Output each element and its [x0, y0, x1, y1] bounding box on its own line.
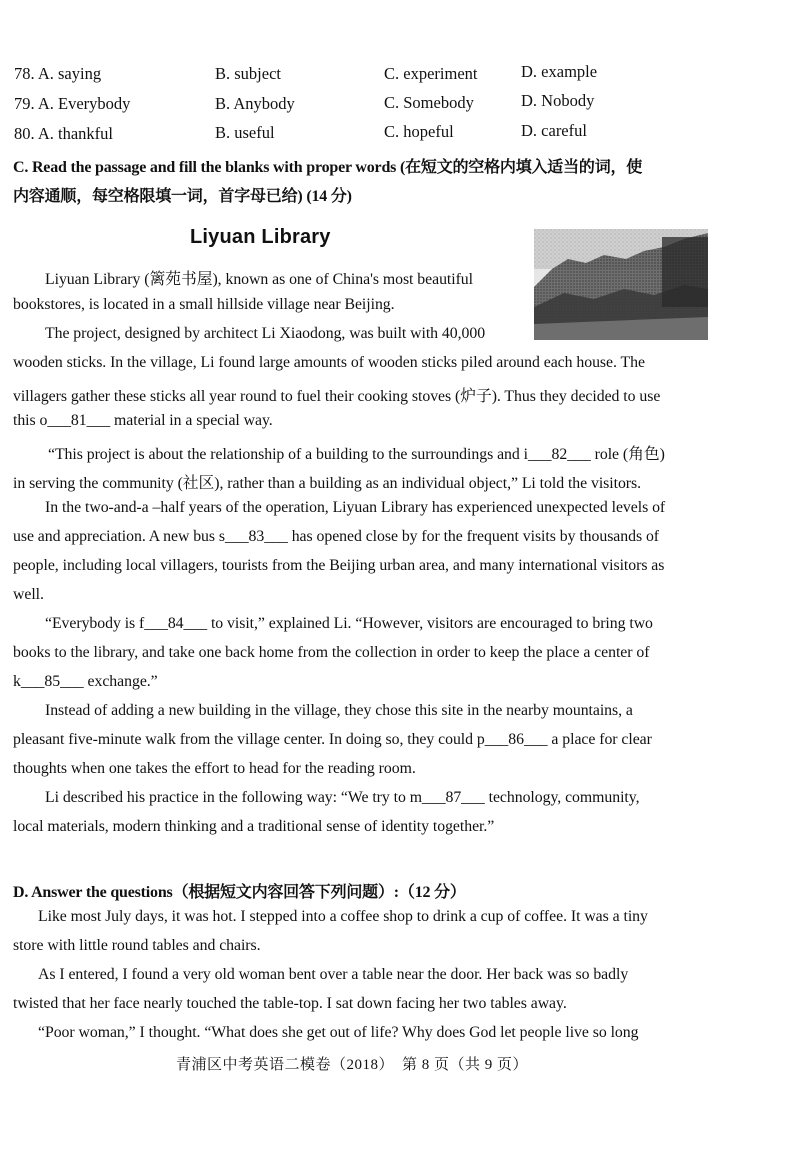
passage-line: In the two-and-a –half years of the operation, Liyuan Library has experienced unexpected levels of [45, 499, 666, 516]
passage-line: The project, designed by architect Li Xiaodong, was built with 40,000 [45, 325, 486, 342]
section-c-heading-line-2: 内容通顺，每空格限填一词，首字母已给) (14 分) [13, 188, 352, 205]
section-d-heading: D. Answer the questions（根据短文内容回答下列问题）:（12 分） [13, 884, 466, 901]
option-78-c: C. experiment [384, 64, 478, 83]
option-78-b: B. subject [215, 64, 281, 83]
passage-line-blank-82: “This project is about the relationship of a building to the surroundings and i___82___ role (角色) [48, 446, 665, 463]
section-d-line: Like most July days, it was hot. I stepped into a coffee shop to drink a cup of coffee. It was a tiny [38, 908, 648, 925]
passage-line: wooden sticks. In the village, Li found large amounts of wooden sticks piled around each house. The [13, 354, 645, 371]
section-d-line: As I entered, I found a very old woman bent over a table near the door. Her back was so badly [38, 966, 629, 983]
option-78-a: 78. A. saying [14, 64, 102, 83]
passage-line-blank-81: this o___81___ material in a special way. [13, 412, 273, 429]
passage-line-blank-83: use and appreciation. A new bus s___83___ has opened close by for the frequent visits by thousands of [13, 528, 660, 545]
passage-line-blank-85: k___85___ exchange.” [13, 673, 158, 690]
passage-line-blank-86: pleasant five-minute walk from the village center. In doing so, they could p___86___ a place for clear [13, 731, 652, 748]
page-footer: 青浦区中考英语二模卷（2018） 第 8 页（共 9 页） [176, 1057, 529, 1073]
passage-line: people, including local villagers, tourists from the Beijing urban area, and many international visitors as [13, 557, 665, 574]
option-80-c: C. hopeful [384, 122, 454, 141]
passage-line: local materials, modern thinking and a traditional sense of identity together.” [13, 818, 495, 835]
passage-line-blank-84: “Everybody is f___84___ to visit,” explained Li. “However, visitors are encouraged to bring two [45, 615, 653, 632]
passage-title: Liyuan Library [190, 226, 331, 248]
passage-line: well. [13, 586, 44, 603]
passage-line: Instead of adding a new building in the village, they chose this site in the nearby mountains, a [45, 702, 633, 719]
passage-line-blank-87: Li described his practice in the following way: “We try to m___87___ technology, community, [45, 789, 640, 806]
mountain-landscape-image [534, 229, 708, 340]
option-80-d: D. careful [521, 121, 587, 140]
option-79-b: B. Anybody [215, 94, 295, 113]
option-80-b: B. useful [215, 123, 275, 142]
option-79-c: C. Somebody [384, 93, 474, 112]
option-80-a: 80. A. thankful [14, 124, 113, 143]
passage-line: bookstores, is located in a small hillside village near Beijing. [13, 296, 395, 313]
passage-line: books to the library, and take one back home from the collection in order to keep the place a center of [13, 644, 650, 661]
passage-line: Liyuan Library (篱苑书屋), known as one of China's most beautiful [45, 271, 473, 288]
passage-line: villagers gather these sticks all year round to fuel their cooking stoves (炉子). Thus they decided to use [13, 388, 661, 405]
library-photo [534, 229, 708, 340]
section-c-heading-line-1: C. Read the passage and fill the blanks with proper words (在短文的空格内填入适当的词，使 [13, 159, 643, 176]
passage-line: thoughts when one takes the effort to head for the reading room. [13, 760, 416, 777]
option-79-d: D. Nobody [521, 91, 595, 110]
passage-line: in serving the community (社区), rather than a building as an individual object,” Li told the visitors. [13, 475, 642, 492]
section-d-line: store with little round tables and chairs. [13, 937, 261, 954]
section-d-line: twisted that her face nearly touched the table-top. I sat down facing her two tables away. [13, 995, 567, 1012]
option-79-a: 79. A. Everybody [14, 94, 131, 113]
section-d-line: “Poor woman,” I thought. “What does she get out of life? Why does God let people live so long [38, 1024, 639, 1041]
option-78-d: D. example [521, 62, 598, 81]
